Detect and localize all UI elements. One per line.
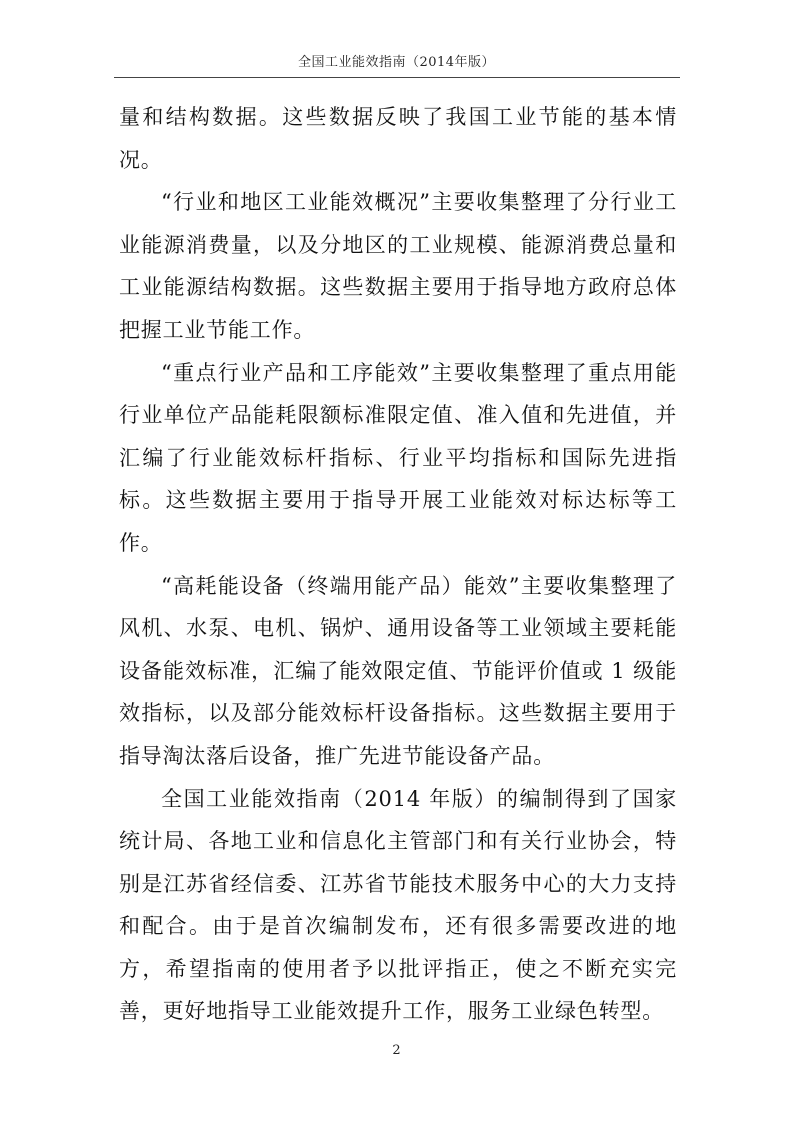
paragraph-high-energy-equipment: “高耗能设备（终端用能产品）能效”主要收集整理了风机、水泵、电机、锅炉、通用设备等工业领域主要耗能设备能效标准，汇编了能效限定值、节能评价值或 1 级能效指标，以及部分能效标杆设备指标。这些数据主要用于指导淘汰落后设备，推广先进节能设备产品。 bbox=[119, 573, 677, 768]
page-number: 2 bbox=[392, 1043, 401, 1058]
paragraph-acknowledgements: 全国工业能效指南（2014 年版）的编制得到了国家统计局、各地工业和信息化主管部门和有关行业协会，特别是江苏省经信委、江苏省节能技术服务中心的大力支持和配合。由于是首次编制发布，还有很多需要改进的地方，希望指南的使用者予以批评指正，使之不断充实完善，更好地指导工业能效提升工作，服务工业绿色转型。 bbox=[119, 786, 677, 1024]
paragraph-industry-region-overview: “行业和地区工业能效概况”主要收集整理了分行业工业能源消费量，以及分地区的工业规模、能源消费总量和工业能源结构数据。这些数据主要用于指导地方政府总体把握工业节能工作。 bbox=[119, 190, 677, 342]
paragraph-key-industry-products: “重点行业产品和工序能效”主要收集整理了重点用能行业单位产品能耗限额标准限定值、准入值和先进值，并汇编了行业能效标杆指标、行业平均指标和国际先进指标。这些数据主要用于指导开展工业能效对标达标等工作。 bbox=[119, 360, 677, 555]
header-divider bbox=[114, 77, 680, 78]
document-body bbox=[119, 96, 677, 1033]
paragraph-continuation: 量和结构数据。这些数据反映了我国工业节能的基本情况。 bbox=[119, 105, 677, 172]
page-header: 全国工业能效指南（2014年版） bbox=[297, 55, 496, 70]
